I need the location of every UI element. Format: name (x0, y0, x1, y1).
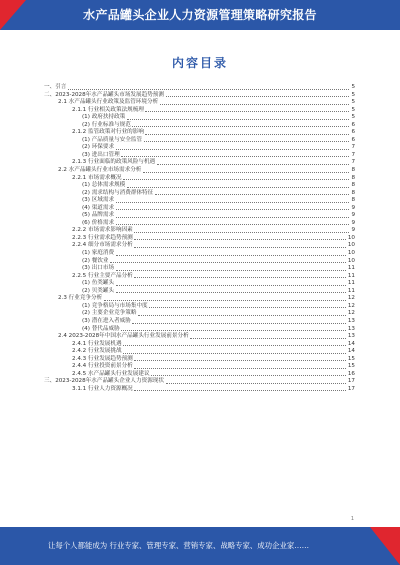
toc-dot-leader (116, 216, 349, 218)
toc-entry-page: 5 (351, 84, 355, 90)
toc-dot-leader (134, 238, 346, 240)
toc-entry-page: 13 (347, 325, 355, 332)
toc-dot-leader (134, 276, 346, 278)
toc-entry-label: 2.1.1 行业相关政策法规梳理 (72, 106, 144, 113)
footer-red-corner (370, 527, 400, 565)
toc-entry-label: (1) 产品质量与安全监管 (82, 136, 143, 143)
toc-dot-leader (145, 110, 348, 112)
toc-entry-page: 16 (347, 370, 355, 377)
toc-entry-label: (2) 贝类罐头 (82, 287, 115, 294)
toc-entry-page: 17 (347, 378, 355, 385)
toc-entry-page: 10 (347, 234, 355, 241)
toc-dot-leader (134, 389, 346, 391)
toc-dot-leader (116, 223, 349, 225)
toc-dot-leader (116, 208, 349, 210)
toc-entry-label: (4) 渠道需求 (82, 204, 115, 211)
toc-entry-label: 2.2.3 行业需求趋势预测 (72, 234, 133, 241)
toc-entry[interactable] (44, 318, 355, 326)
toc-title: 内容目录 (171, 56, 228, 70)
toc-entry[interactable] (44, 348, 355, 356)
toc-entry-page: 12 (347, 295, 355, 302)
toc-entry-page: 10 (347, 242, 355, 249)
toc-dot-leader (121, 329, 346, 331)
toc-entry[interactable] (44, 197, 355, 205)
toc-entry-label: (1) 鱼类罐头 (82, 280, 115, 287)
toc-entry-page: 11 (347, 287, 355, 294)
report-title: 水产品罐头企业人力资源管理策略研究报告 (83, 8, 317, 22)
toc-dot-leader (134, 367, 346, 369)
toc-entry-page: 7 (351, 159, 355, 166)
toc-entry-page: 8 (351, 182, 355, 189)
toc-entry-page: 17 (347, 385, 355, 392)
toc-entry-page: 8 (351, 174, 355, 181)
toc-entry-label: 2.2.2 市场需求影响因素 (72, 227, 133, 234)
toc-dot-leader (68, 88, 349, 90)
toc-entry-label: (3) 进出口管理 (82, 151, 120, 158)
page-number: 1 (350, 516, 354, 522)
toc-entry-page: 11 (347, 272, 355, 279)
toc-entry-page: 6 (351, 129, 355, 136)
toc-dot-leader (134, 359, 346, 361)
toc-entry-label: (2) 需求结构与消费群体特征 (82, 189, 154, 196)
toc-entry[interactable] (44, 326, 355, 334)
toc-dot-leader (138, 314, 346, 316)
toc-entry-page: 11 (347, 280, 355, 287)
toc-entry-label: 一、引言 (44, 84, 67, 90)
toc-dot-leader (121, 155, 348, 157)
toc-entry-page: 8 (351, 197, 355, 204)
toc-entry-page: 10 (347, 257, 355, 264)
toc-entry-label: (4) 替代品威胁 (82, 325, 120, 332)
toc-entry-label: 2.2.4 细分市场需求分析 (72, 242, 133, 249)
toc-dot-leader (123, 178, 348, 180)
toc-entry-page: 5 (351, 106, 355, 113)
toc-entry-page: 9 (351, 219, 355, 226)
toc-entry-label: 2.1.3 行业面临的政策风险与机遇 (72, 159, 156, 166)
toc-entry-label: 2.4.1 行业发展机遇 (72, 340, 122, 347)
toc-entry[interactable] (44, 212, 355, 220)
toc-entry-label: 2.2 水产品罐头行业市场需求分析 (58, 167, 142, 174)
toc-entry[interactable] (44, 175, 355, 183)
toc-entry-label: 2.4.5 水产品罐头行业发展建议 (72, 370, 150, 377)
toc-entry[interactable] (44, 386, 355, 394)
toc-entry-page: 8 (351, 189, 355, 196)
toc-entry[interactable] (44, 333, 355, 341)
toc-entry[interactable] (44, 378, 355, 386)
toc-dot-leader (132, 322, 346, 324)
toc-entry-label: 二、2023-2028年水产品罐头市场发展趋势预测 (44, 91, 164, 98)
toc-dot-leader (116, 201, 349, 203)
toc-entry-label: 三、2023-2028年水产品罐头企业人力资源现状 (44, 378, 164, 385)
toc-entry-page: 6 (351, 121, 355, 128)
toc-entry-page: 5 (351, 99, 355, 106)
toc-dot-leader (151, 374, 346, 376)
toc-entry-label: (1) 总体需求规模 (82, 182, 126, 189)
toc-entry-page: 7 (351, 151, 355, 158)
toc-dot-leader (155, 193, 349, 195)
toc-entry-label: (1) 家庭消费 (82, 250, 115, 257)
toc-entry-label: (1) 竞争格局与市场集中度 (82, 302, 148, 309)
toc-dot-leader (116, 148, 349, 150)
toc-dot-leader (134, 246, 346, 248)
toc-entry-label: 2.2.5 行业主要产品分析 (72, 272, 133, 279)
toc-entry[interactable] (44, 227, 355, 235)
toc-entry-label: 3.1.1 行业人力资源概况 (72, 385, 133, 392)
toc-entry[interactable] (44, 295, 355, 303)
footer-slogan: 让每个人都能成为 行业专家、管理专家、营销专家、战略专家、成功企业家…… (48, 541, 310, 550)
toc-entry[interactable] (44, 92, 355, 100)
toc-dot-leader (132, 125, 348, 127)
toc-entry[interactable] (44, 159, 355, 167)
toc-entry-label: 2.4.2 行业发展挑战 (72, 348, 122, 355)
toc-entry[interactable] (44, 242, 355, 250)
toc-entry-label: 2.4.4 行业投资前景分析 (72, 363, 133, 370)
toc-dot-leader (157, 163, 349, 165)
toc-dot-leader (116, 269, 347, 271)
toc-entry-label: (3) 潜在进入者威胁 (82, 317, 131, 324)
toc-entry-label: (1) 政府扶持政策 (82, 114, 126, 121)
toc-entry-label: (2) 环保要求 (82, 144, 115, 151)
toc-dot-leader (166, 95, 349, 97)
toc-entry-label: 2.4 2023-2028年中国水产品罐头行业发展前景分析 (58, 333, 189, 340)
toc-entry[interactable] (44, 341, 355, 349)
toc-dot-leader (166, 382, 347, 384)
toc-dot-leader (143, 171, 349, 173)
toc-entry[interactable] (44, 99, 355, 107)
toc-entry[interactable] (44, 84, 355, 92)
toc-entry-page: 9 (351, 204, 355, 211)
toc-entry[interactable] (44, 144, 355, 152)
toc-dot-leader (160, 103, 349, 105)
toc-entry-page: 10 (347, 250, 355, 257)
toc-dot-leader (116, 254, 347, 256)
toc-entry-page: 5 (351, 114, 355, 121)
toc-entry-label: (5) 品牌需求 (82, 212, 115, 219)
toc-dot-leader (149, 306, 346, 308)
toc-dot-leader (116, 284, 347, 286)
toc-entry-label: 2.1 水产品罐头行业政策及监管环境分析 (58, 99, 159, 106)
toc-dot-leader (123, 352, 346, 354)
table-of-contents (44, 84, 355, 514)
toc-entry-page: 14 (347, 348, 355, 355)
toc-dot-leader (145, 133, 348, 135)
toc-entry-label: (2) 主要企业竞争策略 (82, 310, 137, 317)
toc-entry[interactable] (44, 250, 355, 258)
toc-entry-page: 7 (351, 144, 355, 151)
toc-entry-label: 2.2.1 市场需求概况 (72, 174, 122, 181)
toc-entry-page: 15 (347, 363, 355, 370)
toc-dot-leader (127, 118, 349, 120)
page-header (0, 0, 400, 30)
toc-entry-page: 13 (347, 317, 355, 324)
toc-dot-leader (127, 186, 349, 188)
toc-entry-page: 14 (347, 340, 355, 347)
toc-entry-page: 9 (351, 227, 355, 234)
page-footer (0, 527, 400, 565)
toc-entry-label: (3) 区域需求 (82, 197, 115, 204)
toc-entry[interactable] (44, 363, 355, 371)
toc-entry[interactable] (44, 114, 355, 122)
toc-dot-leader (134, 231, 348, 233)
toc-entry-label: 2.1.2 监管政策对行业的影响 (72, 129, 144, 136)
toc-entry-label: 2.3 行业竞争分析 (58, 295, 103, 302)
toc-dot-leader (123, 344, 346, 346)
toc-entry-page: 8 (351, 167, 355, 174)
toc-entry-label: 2.4.3 行业发展趋势预测 (72, 355, 133, 362)
toc-dot-leader (110, 261, 346, 263)
toc-entry[interactable] (44, 265, 355, 273)
toc-entry-label: (2) 行业标准与规范 (82, 121, 131, 128)
toc-entry[interactable] (44, 258, 355, 266)
toc-entry-page: 12 (347, 310, 355, 317)
toc-entry-page: 15 (347, 355, 355, 362)
toc-entry-page: 9 (351, 212, 355, 219)
toc-entry[interactable] (44, 129, 355, 137)
toc-dot-leader (104, 299, 347, 301)
toc-entry-label: (2) 餐饮业 (82, 257, 109, 264)
toc-entry-page: 5 (351, 91, 355, 98)
toc-entry[interactable] (44, 310, 355, 318)
toc-dot-leader (190, 337, 346, 339)
toc-entry[interactable] (44, 182, 355, 190)
toc-entry-page: 12 (347, 302, 355, 309)
toc-entry-page: 13 (347, 333, 355, 340)
toc-entry[interactable] (44, 280, 355, 288)
toc-entry[interactable] (44, 167, 355, 175)
toc-entry-page: 11 (347, 265, 355, 272)
toc-entry-label: (3) 出口市场 (82, 265, 115, 272)
toc-entry-page: 6 (351, 136, 355, 143)
toc-dot-leader (144, 140, 349, 142)
toc-dot-leader (116, 291, 347, 293)
toc-entry-label: (6) 价格需求 (82, 219, 115, 226)
